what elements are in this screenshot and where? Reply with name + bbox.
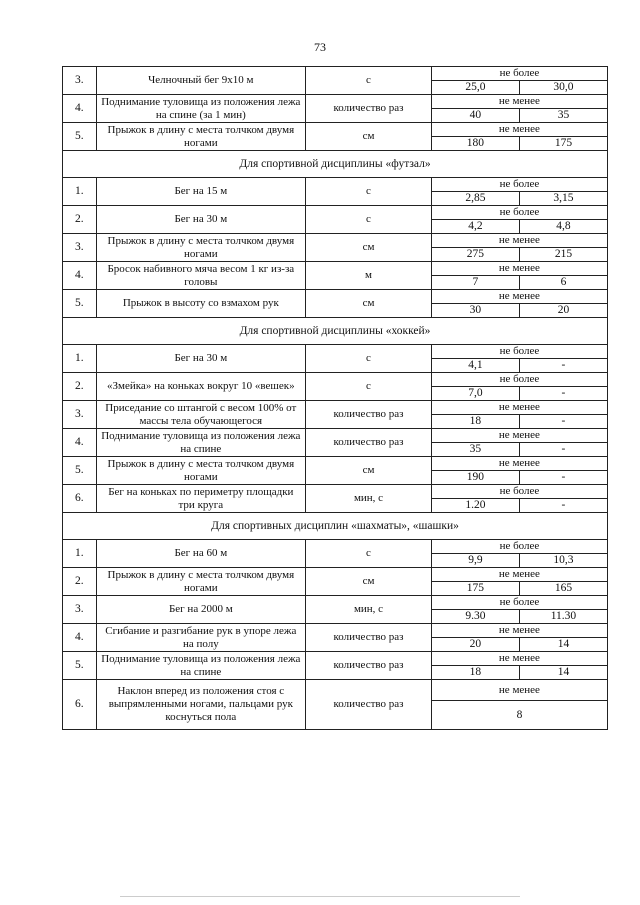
unit: с [306,178,432,206]
condition: не менее [431,652,607,666]
value-girls: - [519,443,607,457]
norm-row [63,345,608,359]
condition: не более [431,540,607,554]
value-boys: 20 [431,638,519,652]
condition: не менее [431,290,607,304]
value-boys: 7 [431,276,519,290]
norm-row [63,540,608,554]
value-boys: 9.30 [431,610,519,624]
condition: не менее [431,429,607,443]
value-girls: 35 [519,109,607,123]
condition: не менее [431,401,607,415]
row-number: 6. [63,680,97,730]
row-number: 4. [63,429,97,457]
row-number: 2. [63,568,97,596]
row-number: 1. [63,345,97,373]
unit: с [306,67,432,95]
test-name: «Змейка» на коньках вокруг 10 «вешек» [96,373,306,401]
norms-table [62,66,608,730]
row-number: 6. [63,485,97,513]
norm-row [63,373,608,387]
section-title: Для спортивных дисциплин «шахматы», «шашки» [63,513,608,540]
condition: не менее [431,262,607,276]
value-boys: 275 [431,248,519,262]
norm-row [63,680,608,701]
condition: не более [431,596,607,610]
value-girls: 11.30 [519,610,607,624]
value-boys: 180 [431,137,519,151]
section-title: Для спортивной дисциплины «хоккей» [63,318,608,345]
norm-row [63,429,608,443]
condition: не более [431,373,607,387]
value-boys: 18 [431,415,519,429]
condition: не менее [431,123,607,137]
section-header-row [63,513,608,540]
value-boys: 7,0 [431,387,519,401]
value-girls: - [519,499,607,513]
norm-row [63,178,608,192]
norm-row [63,95,608,109]
value-girls: 3,15 [519,192,607,206]
value-boys: 18 [431,666,519,680]
test-name: Прыжок в длину с места толчком двумя ногами [96,234,306,262]
test-name: Челночный бег 9x10 м [96,67,306,95]
value-girls: 20 [519,304,607,318]
row-number: 1. [63,540,97,568]
norm-row [63,206,608,220]
value-girls: 10,3 [519,554,607,568]
value-girls: 4,8 [519,220,607,234]
unit: см [306,568,432,596]
condition: не более [431,485,607,499]
norm-row [63,624,608,638]
value-girls: - [519,471,607,485]
test-name: Бег на 60 м [96,540,306,568]
value-girls: 165 [519,582,607,596]
row-number: 3. [63,234,97,262]
unit: см [306,123,432,151]
norm-row [63,290,608,304]
value-boys: 190 [431,471,519,485]
value-girls: 175 [519,137,607,151]
unit: количество раз [306,680,432,730]
unit: с [306,206,432,234]
test-name: Поднимание туловища из положения лежа на спине [96,652,306,680]
value-girls: 14 [519,638,607,652]
value-boys: 4,2 [431,220,519,234]
unit: см [306,234,432,262]
value-boys: 35 [431,443,519,457]
condition: не менее [431,624,607,638]
value-girls: - [519,359,607,373]
unit: м [306,262,432,290]
value-boys: 2,85 [431,192,519,206]
test-name: Поднимание туловища из положения лежа на спине (за 1 мин) [96,95,306,123]
value-girls: - [519,387,607,401]
unit: количество раз [306,401,432,429]
test-name: Поднимание туловища из положения лежа на спине [96,429,306,457]
value-girls: 30,0 [519,81,607,95]
test-name: Наклон вперед из положения стоя с выпрямленными ногами, пальцами рук коснуться пола [96,680,306,730]
condition: не менее [431,457,607,471]
condition: не более [431,345,607,359]
row-number: 5. [63,457,97,485]
norm-row [63,568,608,582]
value-boys: 4,1 [431,359,519,373]
value-girls: - [519,415,607,429]
norm-row [63,485,608,499]
row-number: 3. [63,401,97,429]
norms-table-body [63,67,608,730]
unit: см [306,290,432,318]
condition: не более [431,206,607,220]
page-number: 73 [314,40,326,54]
unit: количество раз [306,95,432,123]
row-number: 3. [63,67,97,95]
unit: с [306,345,432,373]
norm-row [63,457,608,471]
test-name: Бег на 30 м [96,206,306,234]
test-name: Прыжок в длину с места толчком двумя ногами [96,568,306,596]
unit: количество раз [306,652,432,680]
condition: не менее [431,234,607,248]
norm-row [63,596,608,610]
section-header-row [63,151,608,178]
value-boys: 1.20 [431,499,519,513]
norm-row [63,401,608,415]
unit: мин, с [306,485,432,513]
unit: количество раз [306,624,432,652]
unit: см [306,457,432,485]
row-number: 5. [63,652,97,680]
value-boys: 175 [431,582,519,596]
test-name: Прыжок в высоту со взмахом рук [96,290,306,318]
test-name: Бег на 2000 м [96,596,306,624]
value-boys: 40 [431,109,519,123]
norms-table-container [62,66,608,730]
test-name: Бросок набивного мяча весом 1 кг из-за головы [96,262,306,290]
unit: мин, с [306,596,432,624]
value-girls: 14 [519,666,607,680]
unit: количество раз [306,429,432,457]
scan-edge-line [120,896,520,897]
unit: с [306,540,432,568]
row-number: 5. [63,123,97,151]
norm-row [63,262,608,276]
row-number: 1. [63,178,97,206]
norm-row [63,652,608,666]
test-name: Бег на коньках по периметру площадки три круга [96,485,306,513]
value-boys: 25,0 [431,81,519,95]
value-girls: 215 [519,248,607,262]
condition: не более [431,67,607,81]
row-number: 2. [63,373,97,401]
condition: не менее [431,95,607,109]
test-name: Сгибание и разгибание рук в упоре лежа на полу [96,624,306,652]
unit: с [306,373,432,401]
condition: не менее [431,680,607,701]
value-merged: 8 [431,701,607,730]
norm-row [63,234,608,248]
row-number: 5. [63,290,97,318]
value-boys: 9,9 [431,554,519,568]
row-number: 4. [63,262,97,290]
test-name: Приседание со штангой с весом 100% от массы тела обучающегося [96,401,306,429]
test-name: Прыжок в длину с места толчком двумя ногами [96,123,306,151]
value-girls: 6 [519,276,607,290]
test-name: Бег на 30 м [96,345,306,373]
row-number: 4. [63,624,97,652]
norm-row [63,123,608,137]
row-number: 4. [63,95,97,123]
condition: не менее [431,568,607,582]
test-name: Бег на 15 м [96,178,306,206]
condition: не более [431,178,607,192]
value-boys: 30 [431,304,519,318]
row-number: 2. [63,206,97,234]
section-title: Для спортивной дисциплины «футзал» [63,151,608,178]
row-number: 3. [63,596,97,624]
test-name: Прыжок в длину с места толчком двумя ногами [96,457,306,485]
section-header-row [63,318,608,345]
norm-row [63,67,608,81]
